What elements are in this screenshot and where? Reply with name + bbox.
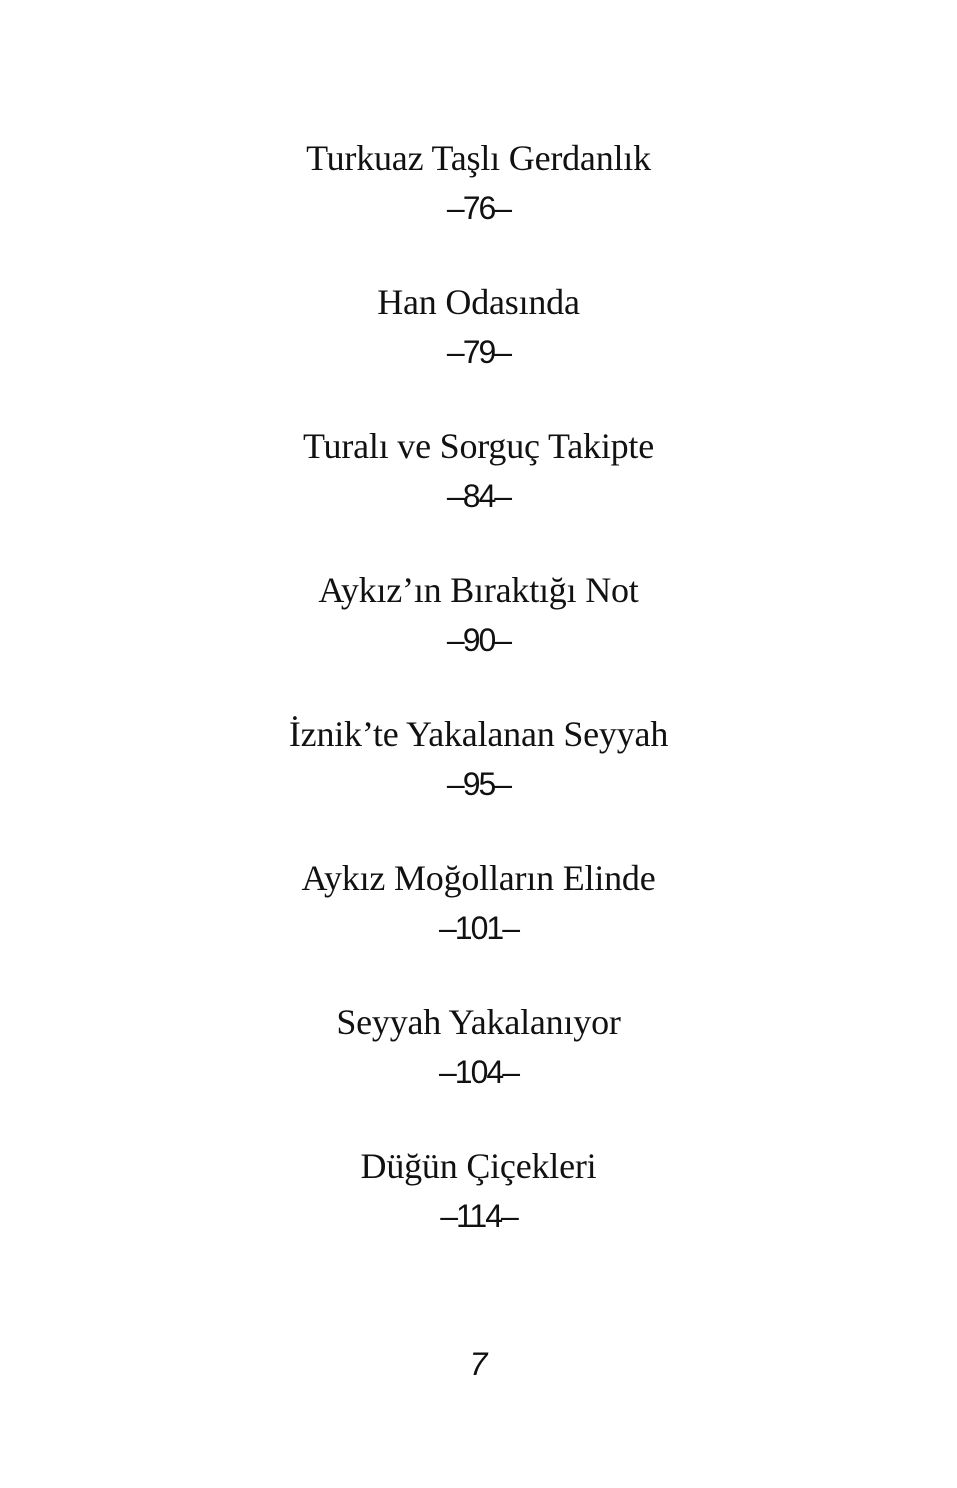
toc-entry-title: Turkuaz Taşlı Gerdanlık [306, 138, 651, 178]
toc-entry-title: Han Odasında [377, 282, 580, 322]
toc-entry-title: İznik’te Yakalanan Seyyah [288, 714, 669, 754]
table-of-contents [0, 134, 957, 1286]
toc-entry-page: –90– [446, 622, 511, 658]
toc-entry-page: –101– [439, 910, 518, 946]
toc-entry-page: –84– [446, 478, 511, 514]
toc-entry [318, 566, 638, 710]
toc-entry-title: Turalı ve Sorguç Takipte [303, 426, 654, 466]
toc-entry [306, 134, 651, 278]
toc-entry-page: –114– [440, 1198, 517, 1234]
toc-entry [361, 1142, 597, 1286]
page-number: 7 [469, 1346, 488, 1382]
toc-entry-title: Aykız’ın Bıraktığı Not [318, 570, 639, 610]
toc-entry [377, 278, 580, 422]
toc-entry-title: Seyyah Yakalanıyor [336, 1002, 621, 1042]
toc-entry-page: –76– [446, 190, 511, 226]
toc-entry [289, 710, 668, 854]
toc-entry-title: Düğün Çiçekleri [360, 1146, 597, 1186]
toc-entry-page: –104– [439, 1054, 518, 1090]
toc-entry-title: Aykız Moğolların Elinde [301, 858, 656, 898]
toc-entry [301, 854, 655, 998]
toc-entry [303, 422, 654, 566]
toc-entry [336, 998, 620, 1142]
toc-entry-page: –79– [446, 334, 511, 370]
toc-entry-page: –95– [446, 766, 511, 802]
